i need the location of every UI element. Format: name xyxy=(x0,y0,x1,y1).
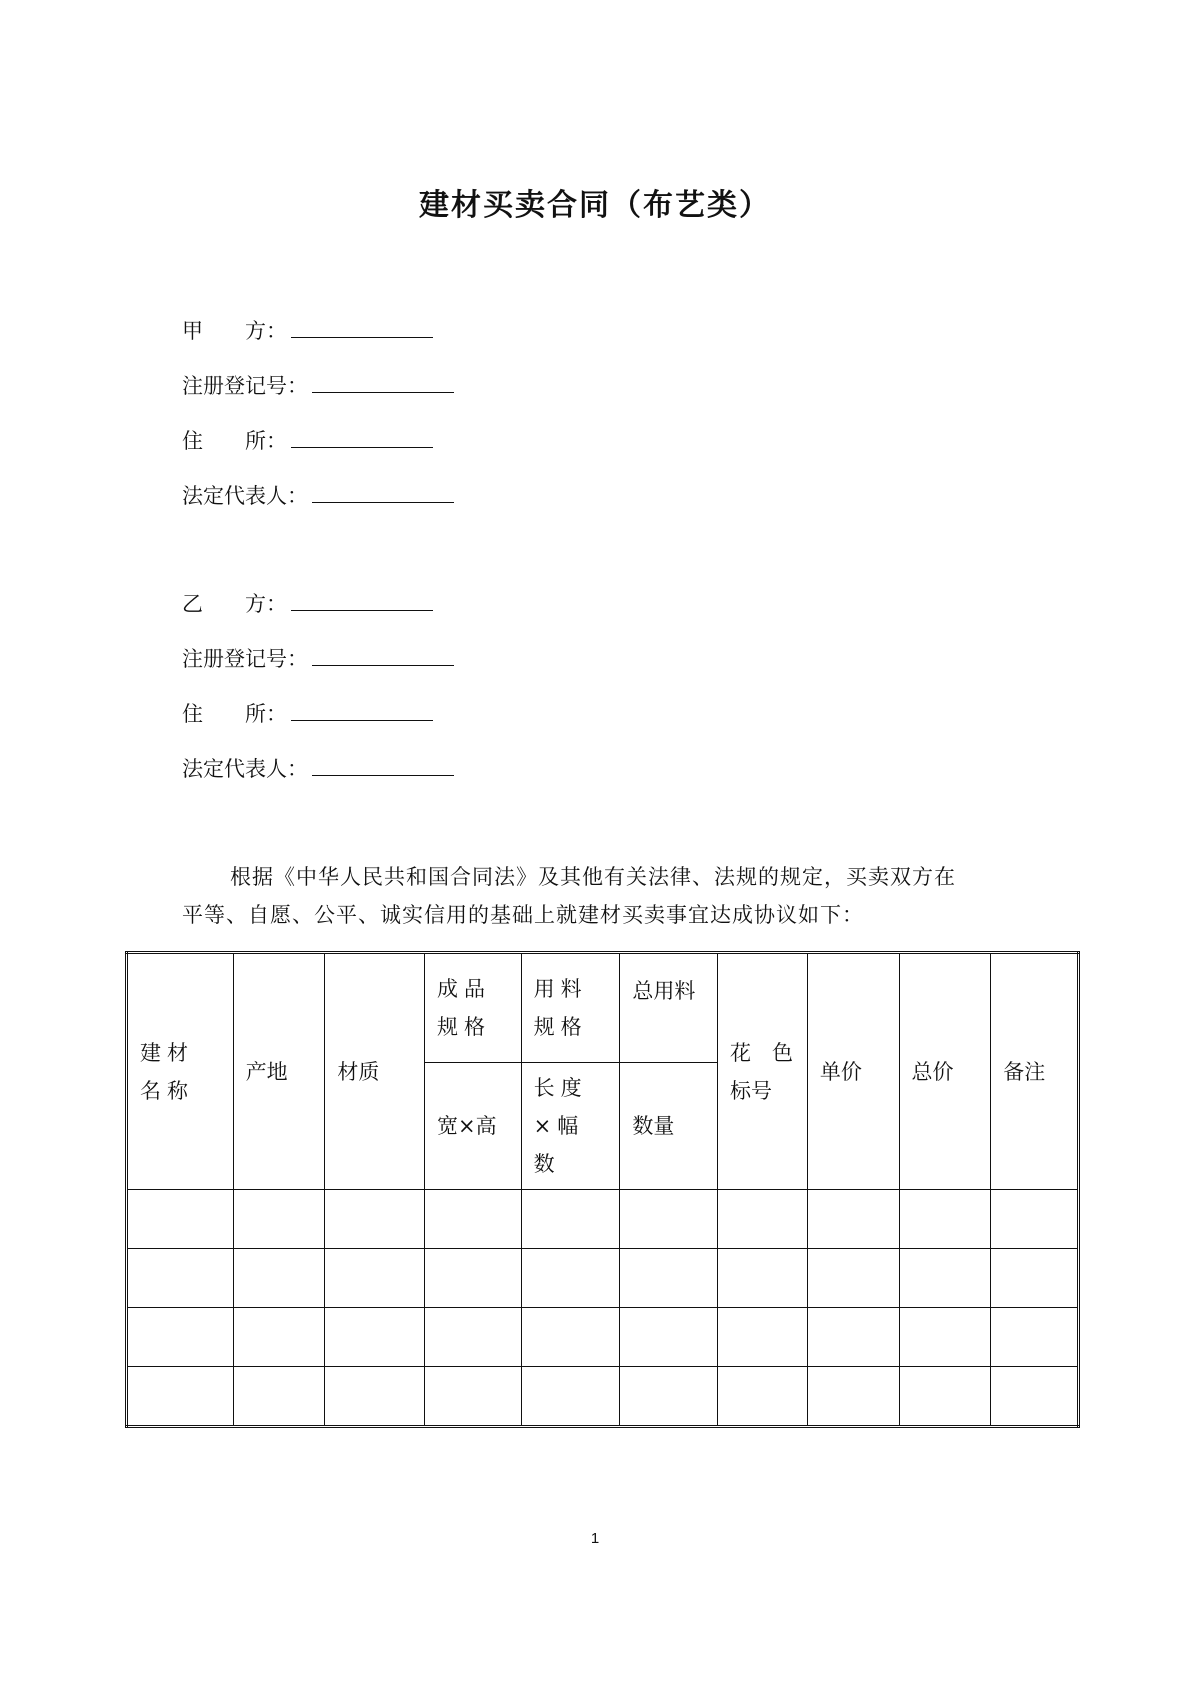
party-b-reg-field xyxy=(182,643,454,674)
header-width-height: 宽×高 xyxy=(424,1063,521,1190)
party-a-reg-field xyxy=(182,370,454,401)
table-cell[interactable] xyxy=(233,1367,325,1427)
table-cell[interactable] xyxy=(807,1190,899,1249)
party-b-address-field xyxy=(182,698,433,729)
party-a-address-label: 住 所： xyxy=(182,429,287,453)
materials-table xyxy=(125,951,1080,1428)
table-cell[interactable] xyxy=(521,1249,620,1308)
party-a-name-label: 甲 方： xyxy=(182,319,287,343)
table-cell[interactable] xyxy=(127,1249,234,1308)
table-cell[interactable] xyxy=(807,1249,899,1308)
party-b-reg-blank[interactable] xyxy=(312,643,454,666)
table-cell[interactable] xyxy=(424,1308,521,1367)
table-cell[interactable] xyxy=(991,1249,1079,1308)
table-header-row-1 xyxy=(127,953,1079,1063)
table-cell[interactable] xyxy=(991,1367,1079,1427)
table-cell[interactable] xyxy=(233,1308,325,1367)
table-cell[interactable] xyxy=(325,1367,425,1427)
header-total-material: 总用料 xyxy=(620,953,718,1063)
party-a-reg-blank[interactable] xyxy=(312,370,454,393)
party-b-address-label: 住 所： xyxy=(182,702,287,726)
table-cell[interactable] xyxy=(899,1249,991,1308)
table-cell[interactable] xyxy=(899,1308,991,1367)
table-cell[interactable] xyxy=(991,1190,1079,1249)
table-row xyxy=(127,1367,1079,1427)
table-cell[interactable] xyxy=(325,1190,425,1249)
table-cell[interactable] xyxy=(127,1367,234,1427)
header-total-price: 总价 xyxy=(899,953,991,1190)
table-cell[interactable] xyxy=(233,1190,325,1249)
party-a-name-field xyxy=(182,315,433,346)
party-a-rep-label: 法定代表人： xyxy=(182,484,308,508)
header-name: 建材名称 xyxy=(127,953,234,1190)
party-b-name-label: 乙 方： xyxy=(182,592,287,616)
party-a-reg-label: 注册登记号： xyxy=(182,374,308,398)
header-remark: 备注 xyxy=(991,953,1079,1190)
table-cell[interactable] xyxy=(325,1308,425,1367)
table-cell[interactable] xyxy=(127,1190,234,1249)
party-b-rep-blank[interactable] xyxy=(312,753,454,776)
party-b-name-field xyxy=(182,588,433,619)
table-cell[interactable] xyxy=(807,1308,899,1367)
table-cell[interactable] xyxy=(521,1308,620,1367)
table-cell[interactable] xyxy=(807,1367,899,1427)
party-b-rep-label: 法定代表人： xyxy=(182,757,308,781)
table-cell[interactable] xyxy=(233,1249,325,1308)
intro-paragraph xyxy=(182,858,1012,934)
table-cell[interactable] xyxy=(718,1190,808,1249)
table-cell[interactable] xyxy=(424,1249,521,1308)
party-b-address-blank[interactable] xyxy=(291,698,433,721)
party-a-rep-blank[interactable] xyxy=(312,480,454,503)
table-cell[interactable] xyxy=(127,1308,234,1367)
header-finished-spec: 成品规格 xyxy=(424,953,521,1063)
table-cell[interactable] xyxy=(521,1367,620,1427)
table-cell[interactable] xyxy=(620,1249,718,1308)
table-cell[interactable] xyxy=(620,1308,718,1367)
party-a-name-blank[interactable] xyxy=(291,315,433,338)
party-a-address-blank[interactable] xyxy=(291,425,433,448)
party-b-reg-label: 注册登记号： xyxy=(182,647,308,671)
table-cell[interactable] xyxy=(424,1367,521,1427)
table-cell[interactable] xyxy=(991,1308,1079,1367)
intro-line-1: 根据《中华人民共和国合同法》及其他有关法律、法规的规定，买卖双方在 xyxy=(230,865,956,889)
header-pattern: 花 色标号 xyxy=(718,953,808,1190)
table-cell[interactable] xyxy=(718,1367,808,1427)
header-unit-price: 单价 xyxy=(807,953,899,1190)
table-cell[interactable] xyxy=(899,1190,991,1249)
table-cell[interactable] xyxy=(718,1308,808,1367)
header-material-spec: 用料规格 xyxy=(521,953,620,1063)
table-cell[interactable] xyxy=(620,1190,718,1249)
page-number: 1 xyxy=(590,1530,600,1547)
table-row xyxy=(127,1249,1079,1308)
table-cell[interactable] xyxy=(424,1190,521,1249)
intro-line-2: 平等、自愿、公平、诚实信用的基础上就建材买卖事宜达成协议如下： xyxy=(182,903,864,927)
table-row xyxy=(127,1308,1079,1367)
table-cell[interactable] xyxy=(899,1367,991,1427)
table-cell[interactable] xyxy=(718,1249,808,1308)
header-quantity: 数量 xyxy=(620,1063,718,1190)
party-b-rep-field xyxy=(182,753,454,784)
party-a-address-field xyxy=(182,425,433,456)
header-material: 材质 xyxy=(325,953,425,1190)
table-cell[interactable] xyxy=(521,1190,620,1249)
document-title: 建材买卖合同（布艺类） xyxy=(419,188,771,223)
header-origin: 产地 xyxy=(233,953,325,1190)
table-cell[interactable] xyxy=(620,1367,718,1427)
table-cell[interactable] xyxy=(325,1249,425,1308)
party-b-name-blank[interactable] xyxy=(291,588,433,611)
party-a-rep-field xyxy=(182,480,454,511)
header-length-width: 长度×幅数 xyxy=(521,1063,620,1190)
table-row xyxy=(127,1190,1079,1249)
